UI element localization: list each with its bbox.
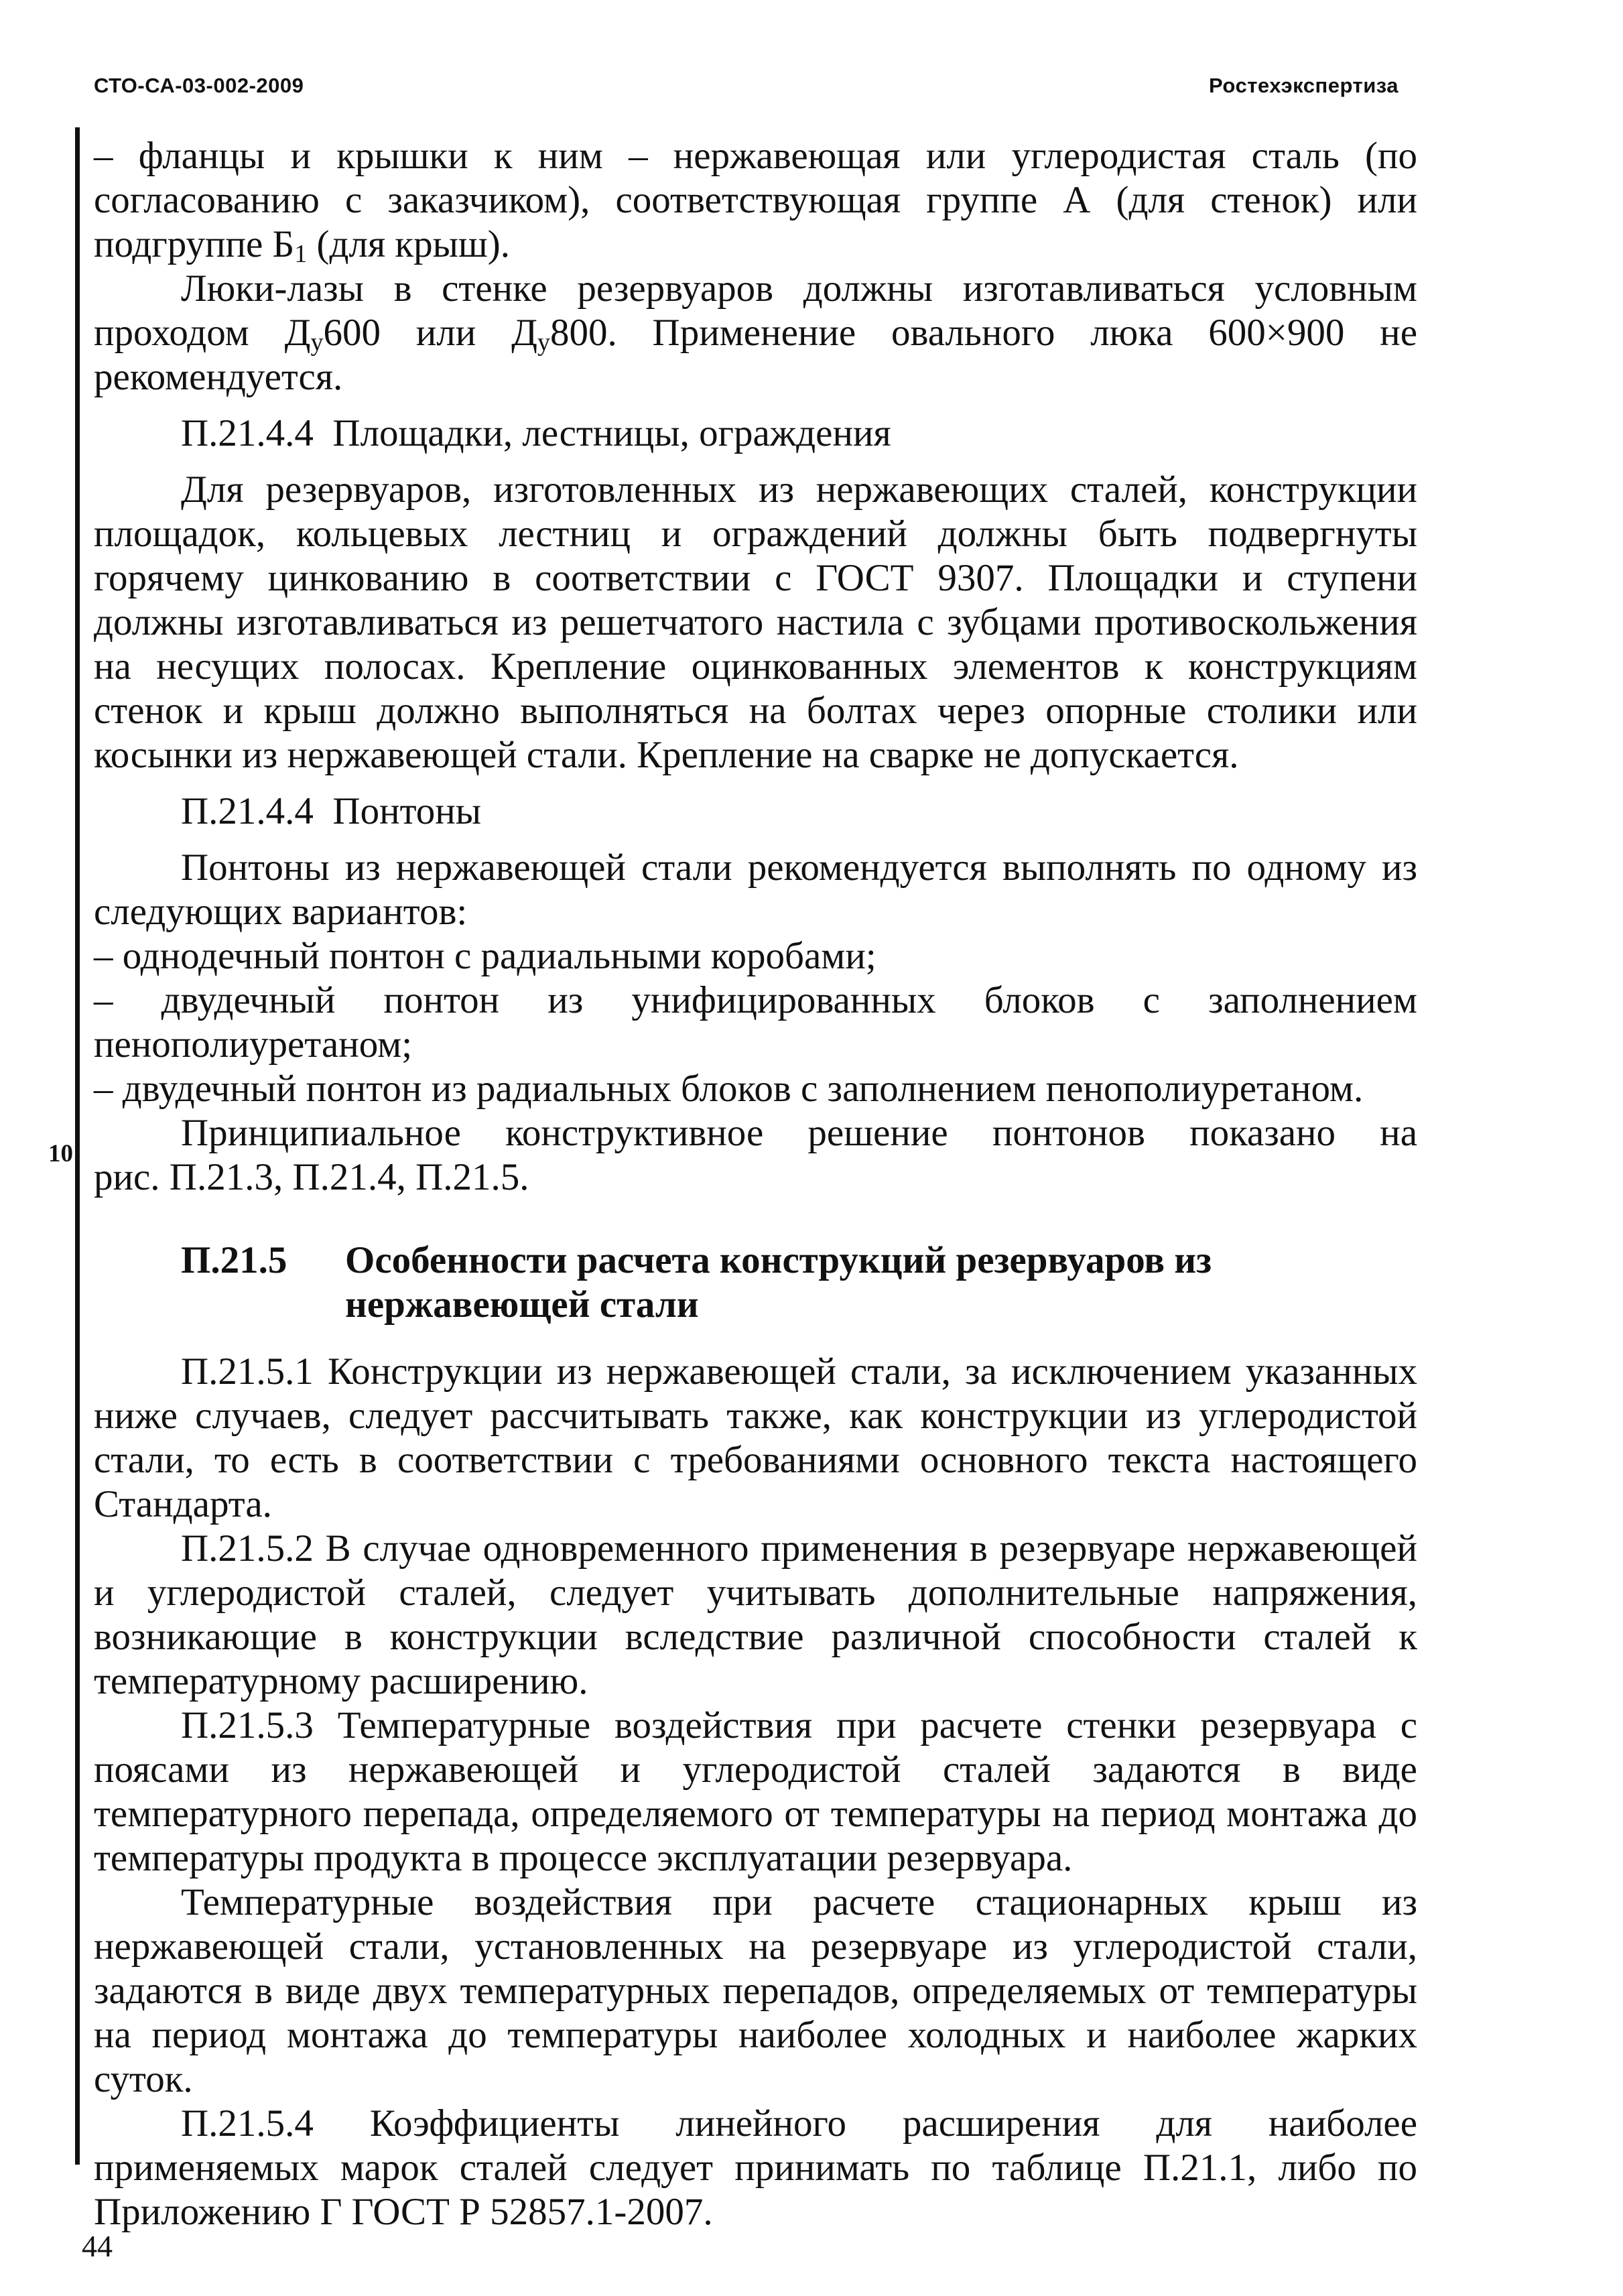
- figure-references: рис. П.21.3, П.21.4, П.21.5.: [94, 1156, 529, 1198]
- manholes-text-c: 800. Применение овального люка 600×900 не рекомендуется.: [94, 312, 1417, 398]
- paragraph-flanges: [94, 134, 1417, 267]
- paragraph-roof-temperature: Температурные воздействия при расчете стационарных крыш из нержавеющей стали, установленных на резервуаре из углеродистой стали, задаются в виде двух температурных перепадов, определяемых от температуры на период монтажа до температуры наиболее холодных и наиболее жарких суток.: [94, 1881, 1417, 2100]
- page-body: [94, 134, 1417, 2234]
- subscript-b1: 1: [294, 240, 308, 268]
- paragraph-flanges-text: – фланцы и крышки к ним – нержавеющая или углеродистая сталь (по согласованию с заказчиком), соответствующая группе А (для стенок) или подгруппе Б: [94, 135, 1417, 265]
- paragraph-flanges-tail: (для крыш).: [307, 223, 511, 265]
- page-number: 44: [82, 2229, 113, 2263]
- change-bar: [75, 127, 80, 2165]
- paragraph-manholes: [94, 267, 1417, 399]
- margin-change-number: 10: [48, 1140, 73, 1167]
- manholes-text-b: 600 или Д: [323, 312, 537, 354]
- paragraph-design-solution: Принципиальное конструктивное решение понтонов показано на: [181, 1112, 1417, 1154]
- heading-platforms: П.21.4.4 Площадки, лестницы, ограждения: [181, 412, 891, 454]
- section-title: Особенности расчета конструкций резервуаров из нержавеющей стали: [345, 1239, 1212, 1326]
- list-item: – двудечный понтон из унифицированных блоков с заполнением пенополиуретаном;: [94, 979, 1417, 1066]
- heading-pontoons: П.21.4.4 Понтоны: [181, 790, 482, 832]
- organization-name: Ростехэкспертиза: [1209, 74, 1399, 97]
- paragraph-platforms: Для резервуаров, изготовленных из нержавеющих сталей, конструкции площадок, кольцевых лестниц и ограждений должны быть подвергнуты горячему цинкованию в соответствии с ГОСТ 9307. Площадки и ступени должны изготавливаться из решетчатого настила с зубцами противоскольжения на несущих полосах. Крепление оцинкованных элементов к конструкциям стенок и крыш должно выполняться на болтах через опорные столики или косынки из нержавеющей стали. Крепление на сварке не допускается.: [94, 468, 1417, 776]
- paragraph-pontoons: Понтоны из нержавеющей стали рекомендуется выполнять по одному из следующих вариантов:: [94, 846, 1417, 933]
- list-item: – двудечный понтон из радиальных блоков с заполнением пенополиуретаном.: [94, 1068, 1364, 1110]
- paragraph-21-5-4: П.21.5.4 Коэффициенты линейного расширения для наиболее применяемых марок сталей следует принимать по таблице П.21.1, либо по Приложению Г ГОСТ Р 52857.1-2007.: [94, 2102, 1417, 2233]
- paragraph-21-5-1: П.21.5.1 Конструкции из нержавеющей стали, за исключением указанных ниже случаев, следует рассчитывать также, как конструкции из углеродистой стали, то есть в соответствии с требованиями основного текста настоящего Стандарта.: [94, 1350, 1417, 1525]
- manholes-text-a: Люки-лазы в стенке резервуаров должны изготавливаться условным проходом Д: [94, 267, 1417, 354]
- paragraph-21-5-3: П.21.5.3 Температурные воздействия при расчете стенки резервуара с поясами из нержавеющей и углеродистой сталей задаются в виде температурного перепада, определяемого от температуры на период монтажа до температуры продукта в процессе эксплуатации резервуара.: [94, 1704, 1417, 1879]
- section-heading: [181, 1238, 1417, 1327]
- document-code: СТО-СА-03-002-2009: [94, 74, 304, 97]
- subscript-dy-2: у: [537, 328, 550, 357]
- paragraph-21-5-2: П.21.5.2 В случае одновременного применения в резервуаре нержавеющей и углеродистой сталей, следует учитывать дополнительные напряжения, возникающие в конструкции вследствие различной способности сталей к температурному расширению.: [94, 1527, 1417, 1702]
- section-number: П.21.5: [181, 1239, 287, 1281]
- subscript-dy-1: у: [310, 328, 324, 357]
- list-item: – однодечный понтон с радиальными коробами;: [94, 935, 877, 977]
